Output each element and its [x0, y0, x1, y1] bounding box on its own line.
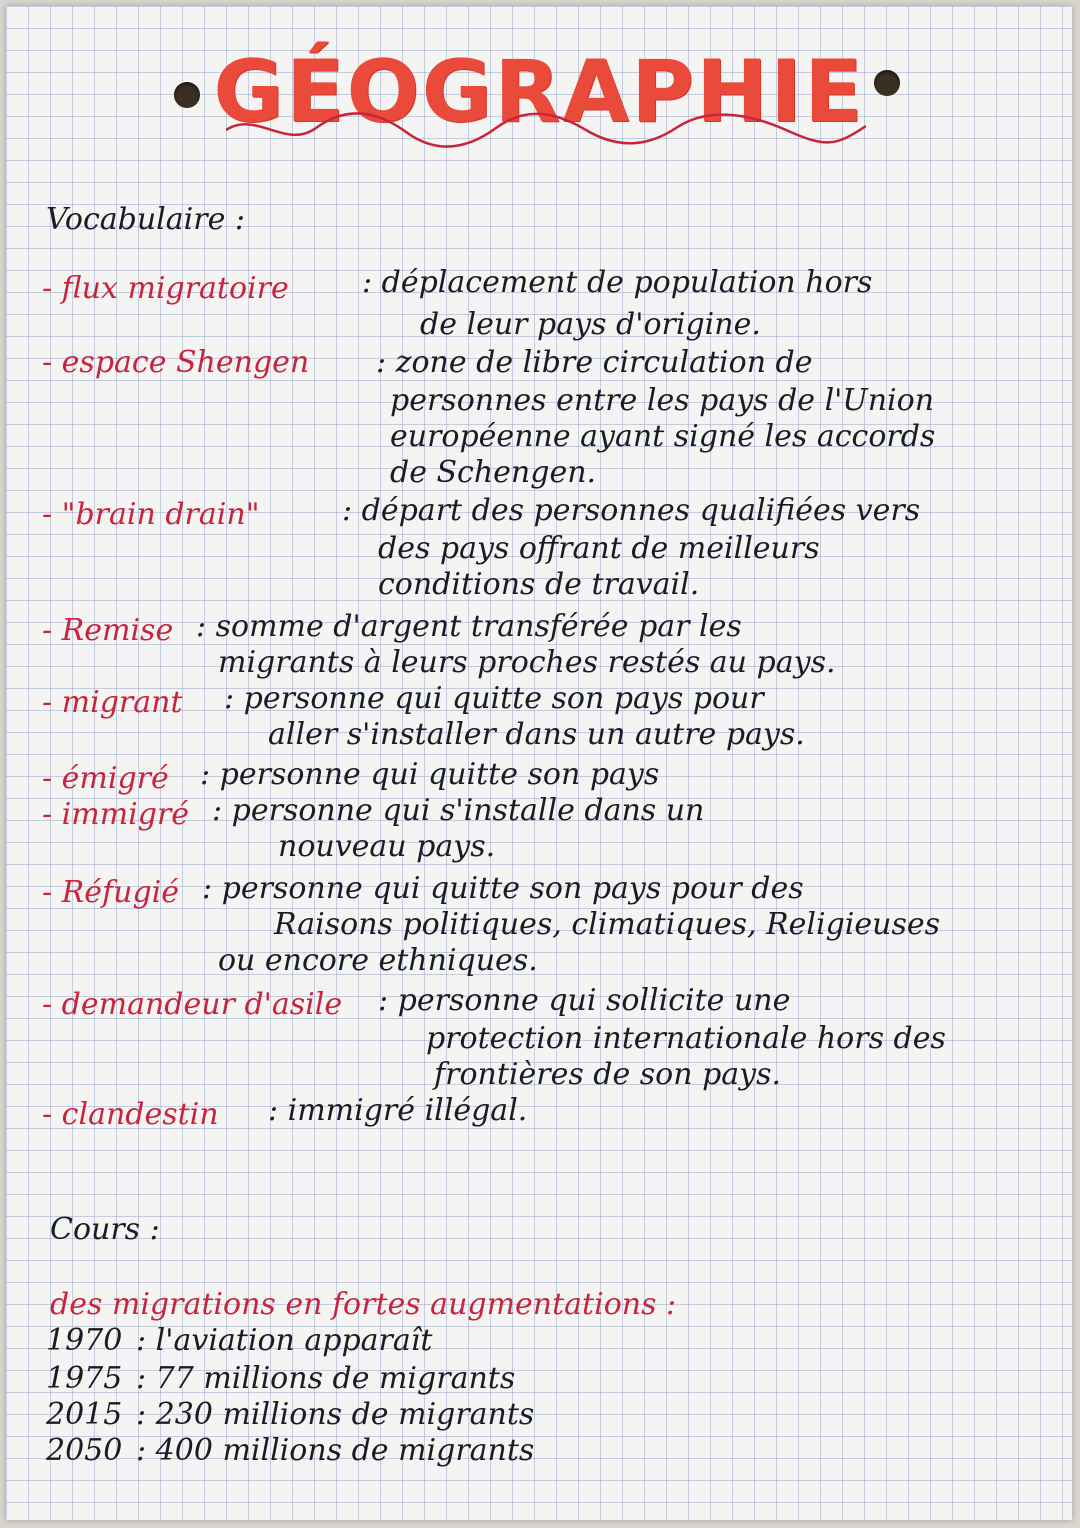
timeline-year: 2050 [46, 1433, 123, 1468]
definition-line: : personne qui sollicite une [378, 983, 791, 1018]
term-immigre: - immigré [42, 797, 190, 832]
title-underline-scribble [226, 110, 866, 150]
vocabulary-heading: Vocabulaire : [46, 202, 245, 237]
timeline-year: 1970 [46, 1323, 123, 1358]
term-demandeur-d-asile: - demandeur d'asile [42, 987, 343, 1022]
definition-line: : personne qui s'installe dans un [212, 793, 705, 828]
definition-line: personnes entre les pays de l'Union [390, 383, 935, 418]
term-migrant: - migrant [42, 685, 183, 720]
timeline-text: : 230 millions de migrants [136, 1397, 535, 1432]
page-title: GÉOGRAPHIE [213, 42, 865, 142]
term-clandestin: - clandestin [42, 1097, 219, 1132]
definition-line: : déplacement de population hors [362, 265, 873, 300]
definition-line: : départ des personnes qualifiées vers [342, 493, 921, 528]
timeline-year: 1975 [46, 1361, 123, 1396]
notebook-page [6, 6, 1072, 1520]
timeline-year: 2015 [46, 1397, 123, 1432]
definition-line: conditions de travail. [378, 567, 700, 602]
definition-line: des pays offrant de meilleurs [378, 531, 820, 566]
definition-line: Raisons politiques, climatiques, Religieuses [274, 907, 940, 942]
definition-line: de leur pays d'origine. [420, 307, 761, 342]
definition-line: : personne qui quitte son pays [200, 757, 660, 792]
definition-line: ou encore ethniques. [218, 943, 538, 978]
definition-line: : personne qui quitte son pays pour des [202, 871, 804, 906]
term-espace-shengen: - espace Shengen [42, 345, 310, 380]
definition-line: protection internationale hors des [426, 1021, 946, 1056]
timeline-text: : l'aviation apparaît [136, 1323, 433, 1358]
definition-line: : personne qui quitte son pays pour [224, 681, 764, 716]
term-flux-migratoire: - flux migratoire [42, 271, 289, 306]
definition-line: : zone de libre circulation de [376, 345, 813, 380]
definition-line: migrants à leurs proches restés au pays. [218, 645, 836, 680]
timeline-text: : 400 millions de migrants [136, 1433, 535, 1468]
term-remise: - Remise [42, 613, 174, 648]
definition-line: européenne ayant signé les accords [390, 419, 936, 454]
definition-line: : somme d'argent transférée par les [196, 609, 742, 644]
timeline-text: : 77 millions de migrants [136, 1361, 516, 1396]
definition-line: nouveau pays. [278, 829, 496, 864]
course-heading: Cours : [50, 1212, 160, 1247]
definition-line: de Schengen. [390, 455, 597, 490]
term-emigre: - émigré [42, 761, 169, 796]
definition-line: : immigré illégal. [268, 1093, 528, 1128]
term-refugie: - Réfugié [42, 875, 179, 910]
definition-line: aller s'installer dans un autre pays. [268, 717, 805, 752]
definition-line: frontières de son pays. [434, 1057, 782, 1092]
term-brain-drain: - "brain drain" [42, 497, 260, 532]
course-subheading: des migrations en fortes augmentations : [50, 1287, 677, 1322]
